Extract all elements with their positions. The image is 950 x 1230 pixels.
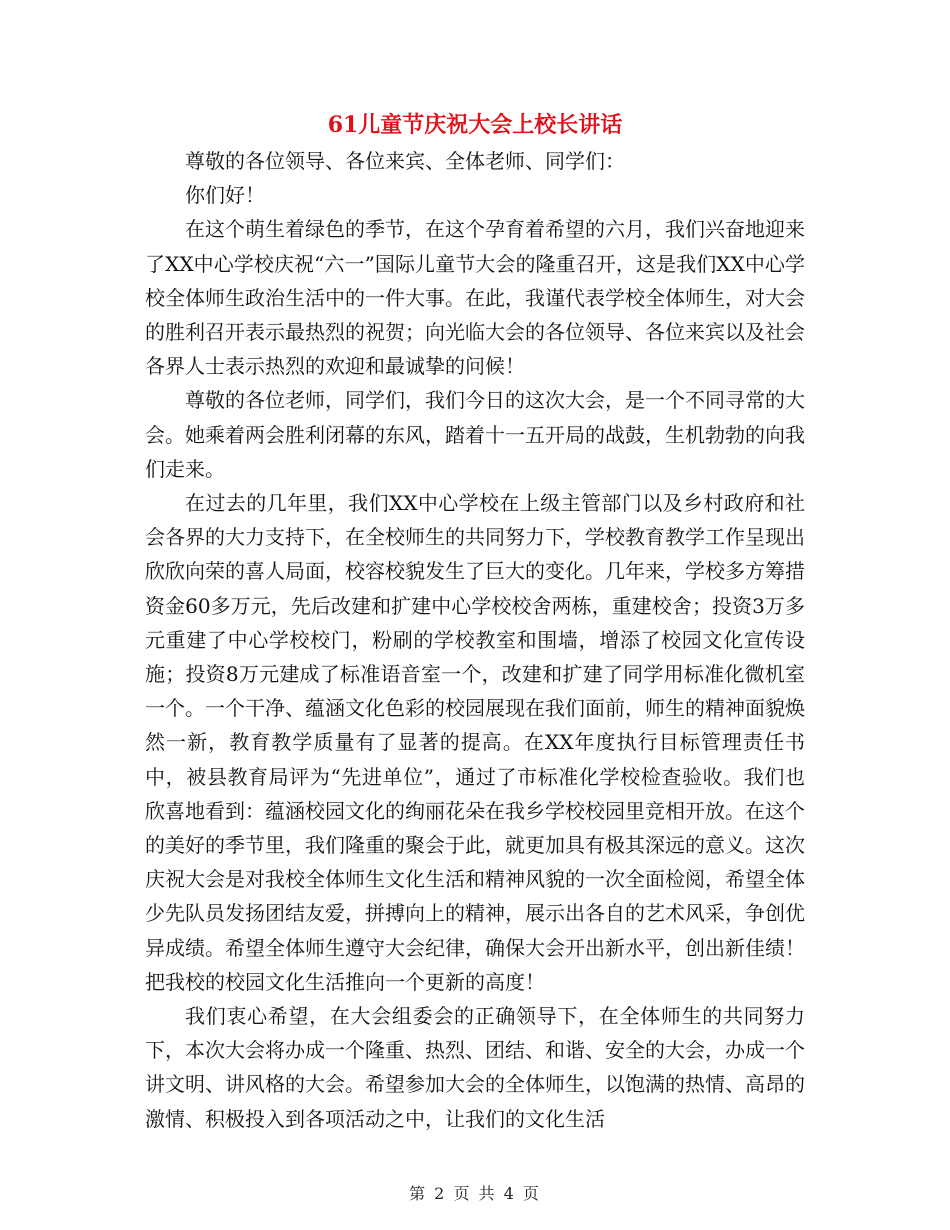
paragraph-salutation: 尊敬的各位领导、各位来宾、全体老师、同学们： (185, 149, 625, 173)
paragraph-occasion: 尊敬的各位老师，同学们，我们今日的这次大会，是一个不同寻常的大会。她乘着两会胜利闭幕的东风，踏着十一五开局的战鼓，生机勃勃的向我们走来。 (145, 388, 805, 481)
document-body (145, 144, 805, 1136)
document-title: 61儿童节庆祝大会上校长讲话 (327, 112, 623, 138)
paragraph-opening: 在这个萌生着绿色的季节，在这个孕育着希望的六月，我们兴奋地迎来了XX中心学校庆祝“六一”国际儿童节大会的隆重召开，这是我们XX中心学校全体师生政治生活中的一件大事。在此，我谨代表学校全体师生，对大会的胜利召开表示最热烈的祝贺；向光临大会的各位领导、各位来宾以及社会各界人士表示热烈的欢迎和最诚挚的问候！ (145, 217, 805, 379)
page-number-footer: 第 2 页 共 4 页 (409, 1184, 541, 1203)
paragraph-wishes: 我们衷心希望，在大会组委会的正确领导下，在全体师生的共同努力下，本次大会将办成一个隆重、热烈、团结、和谐、安全的大会，办成一个讲文明、讲风格的大会。希望参加大会的全体师生，以饱满的热情、高昂的激情、积极投入到各项活动之中，让我们的文化生活 (145, 1004, 805, 1131)
paragraph-achievements: 在过去的几年里，我们XX中心学校在上级主管部门以及乡村政府和社会各界的大力支持下，在全校师生的共同努力下，学校教育教学工作呈现出欣欣向荣的喜人局面，校容校貌发生了巨大的变化。几年来，学校多方筹措资金60多万元，先后改建和扩建中心学校校舍两栋，重建校舍；投资3万多元重建了中心学校校门，粉刷的学校教室和围墙，增添了校园文化宣传设施；投资8万元建成了标准语音室一个，改建和扩建了同学用标准化微机室一个。一个干净、蕴涵文化色彩的校园展现在我们面前，师生的精神面貌焕然一新，教育教学质量有了显著的提高。在XX年度执行目标管理责任书中，被县教育局评为“先进单位”，通过了市标准化学校检查验收。我们也欣喜地看到：蕴涵校园文化的绚丽花朵在我乡学校校园里竞相开放。在这个的美好的季节里，我们隆重的聚会于此，就更加具有极其深远的意义。这次庆祝大会是对我校全体师生文化生活和精神风貌的一次全面检阅，希望全体少先队员发扬团结友爱，拼搏向上的精神，展示出各自的艺术风采，争创优异成绩。希望全体师生遵守大会纪律，确保大会开出新水平，创出新佳绩！把我校的校园文化生活推向一个更新的高度！ (145, 491, 805, 994)
paragraph-greeting: 你们好！ (185, 183, 265, 208)
